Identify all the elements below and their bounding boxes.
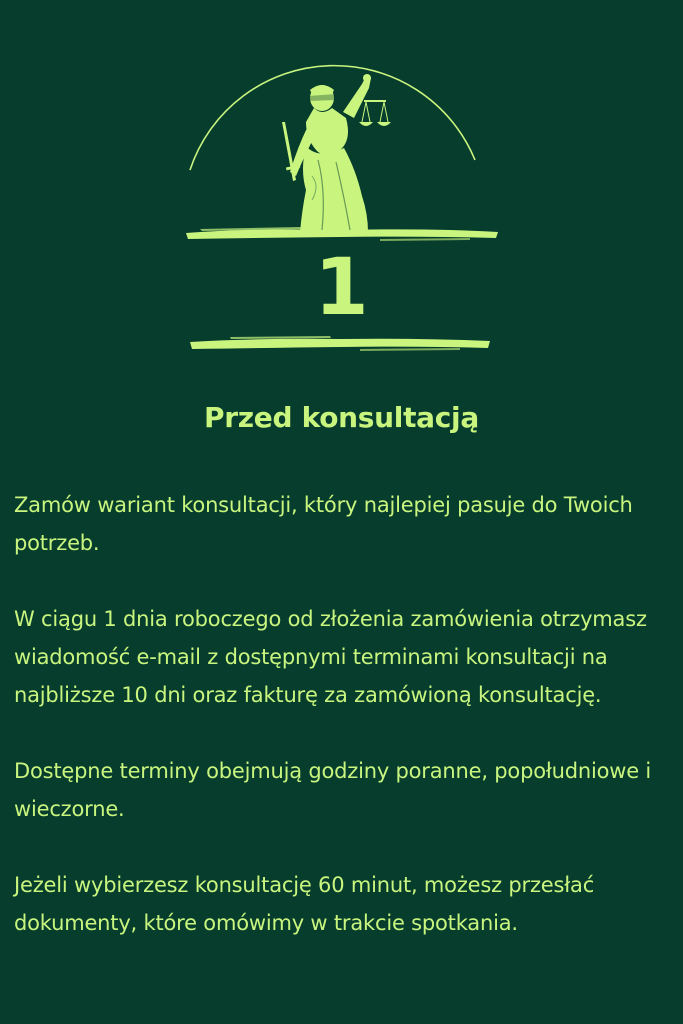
step-number: 1 (314, 243, 369, 333)
brush-stroke-bottom (190, 336, 490, 351)
paragraph-documents: Jeżeli wybierzesz konsultację 60 minut, możesz przesłać dokumenty, które omówimy w trakcie spotkania. (14, 873, 595, 935)
paragraph-order: Zamów wariant konsultacji, który najlepiej pasuje do Twoich potrzeb. (14, 493, 633, 555)
paragraph-available-times: Dostępne terminy obejmują godziny poranne, popołudniowe i wieczorne. (14, 759, 652, 821)
section-title: Przed konsultacją (204, 401, 479, 434)
description (14, 486, 674, 942)
paragraph-email-info: W ciągu 1 dnia roboczego od złożenia zamówienia otrzymasz wiadomość e-mail z dostępnymi terminami konsultacji na najbliższe 10 dni oraz fakturę za zamówioną konsultację. (14, 607, 647, 707)
lady-justice-icon (282, 74, 391, 232)
